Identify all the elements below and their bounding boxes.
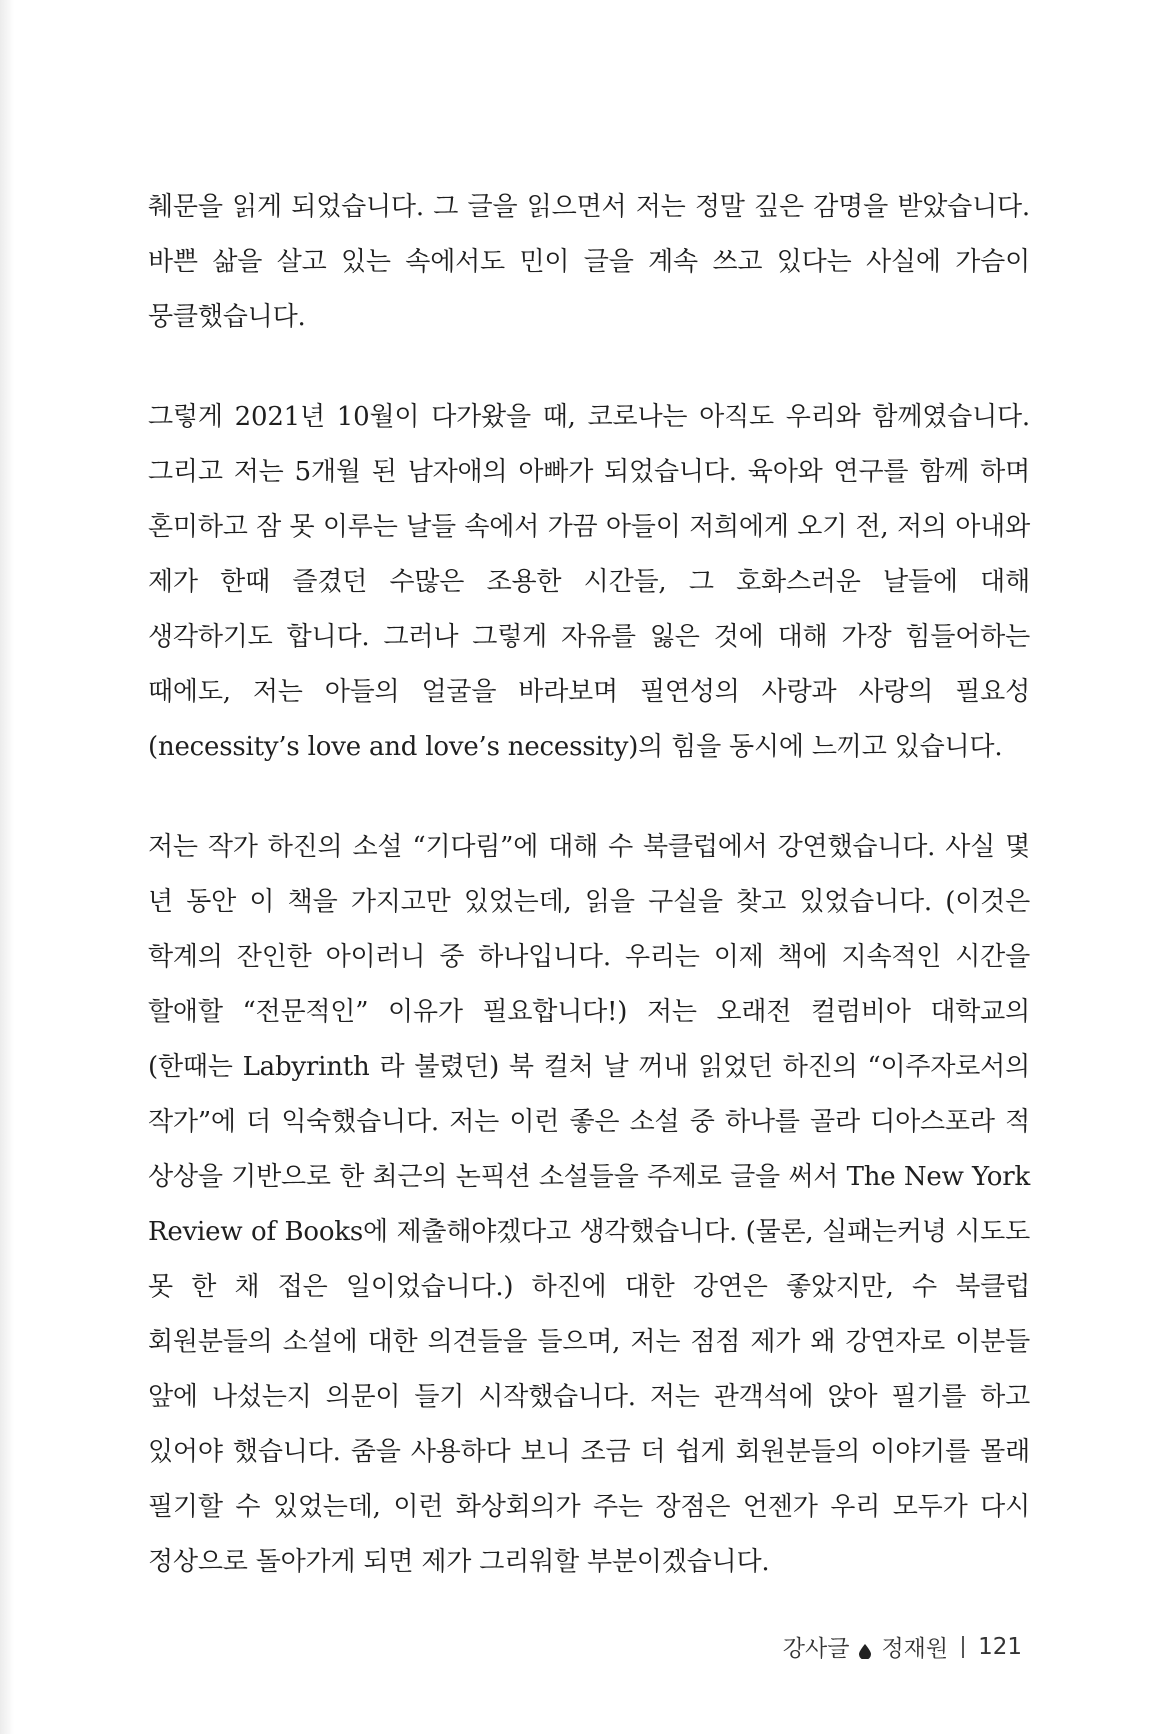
drop-icon bbox=[859, 1639, 871, 1654]
footer-divider bbox=[962, 1636, 964, 1658]
paragraph-3: 저는 작가 하진의 소설 “기다림”에 대해 수 북클럽에서 강연했습니다. 사실 몇 년 동안 이 책을 가지고만 있었는데, 읽을 구실을 찾고 있었습니다. (이것은 학계의 잔인한 아이러니 중 하나입니다. 우리는 이제 책에 지속적인 시간을 할애할 “전문적인” 이유가 필요합니다!) 저는 오래전 컬럼비아 대학교의 (한때는 Labyrinth 라 불렸던) 북 컬처 날 꺼내 읽었던 하진의 “이주자로서의 작가”에 더 익숙했습니다. 저는 이런 좋은 소설 중 하나를 골라 디아스포라 적 상상을 기반으로 한 최근의 논픽션 소설들을 주제로 글을 써서 The New York Review of Books에 제출해야겠다고 생각했습니다. (물론, 실패는커녕 시도도 못 한 채 접은 일이었습니다.) 하진에 대한 강연은 좋았지만, 수 북클럽 회원분들의 소설에 대한 의견들을 들으며, 저는 점점 제가 왜 강연자로 이분들 앞에 나섰는지 의문이 들기 시작했습니다. 저는 관객석에 앉아 필기를 하고 있어야 했습니다. 줌을 사용하다 보니 조금 더 쉽게 회원분들의 이야기를 몰래 필기할 수 있었는데, 이런 화상회의가 주는 장점은 언젠가 우리 모두가 다시 정상으로 돌아가게 되면 제가 그리워할 부분이겠습니다. bbox=[148, 832, 1030, 1577]
paragraph-2: 그렇게 2021년 10월이 다가왔을 때, 코로나는 아직도 우리와 함께였습니다. 그리고 저는 5개월 된 남자애의 아빠가 되었습니다. 육아와 연구를 함께 하며 혼미하고 잠 못 이루는 날들 속에서 가끔 아들이 저희에게 오기 전, 저의 아내와 제가 한때 즐겼던 수많은 조용한 시간들, 그 호화스러운 날들에 대해 생각하기도 합니다. 그러나 그렇게 자유를 잃은 것에 대해 가장 힘들어하는 때에도, 저는 아들의 얼굴을 바라보며 필연성의 사랑과 사랑의 필요성 (necessity’s love and love’s necessity)의 힘을 동시에 느끼고 있습니다. bbox=[148, 402, 1030, 762]
paragraph-1: 췌문을 읽게 되었습니다. 그 글을 읽으면서 저는 정말 깊은 감명을 받았습니다. 바쁜 삶을 살고 있는 속에서도 민이 글을 계속 쓰고 있다는 사실에 가슴이 뭉클했습니다. bbox=[148, 192, 1030, 332]
page-footer bbox=[783, 1630, 1022, 1663]
page-edge-shadow bbox=[0, 0, 14, 1734]
page-number: 121 bbox=[978, 1633, 1022, 1660]
footer-author: 정재원 bbox=[881, 1636, 949, 1662]
footer-section-title: 강사글 bbox=[782, 1636, 850, 1662]
body-text bbox=[148, 180, 1030, 1590]
